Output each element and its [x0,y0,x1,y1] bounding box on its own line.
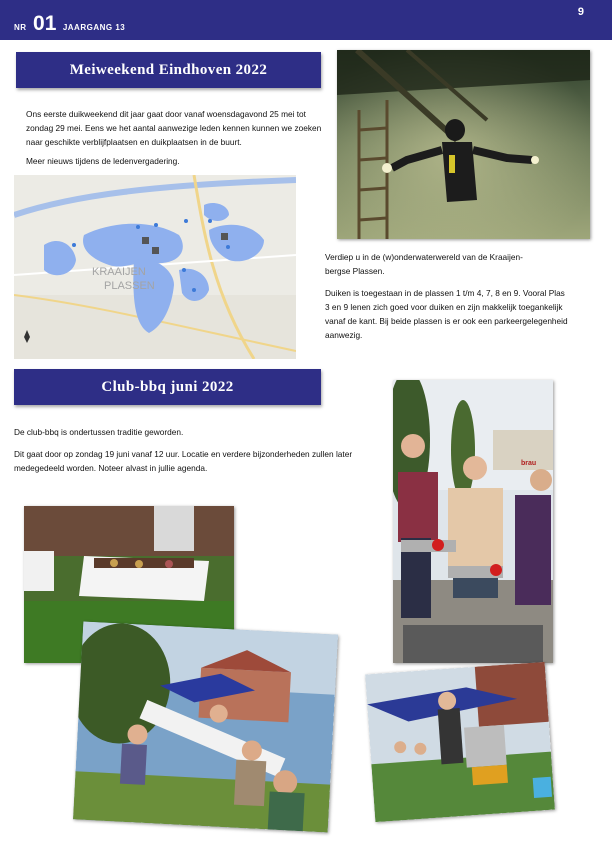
plassen-caption-line1: Verdiep u in de (w)onderwaterwereld van de Kraaijen- [325,252,523,262]
issue-number: 01 [33,12,57,35]
bbq-grill-photo [365,662,555,822]
plassen-caption [325,250,575,278]
section-title-meiweekend: Meiweekend Eindhoven 2022 [16,52,321,88]
volume-label: JAARGANG 13 [62,23,126,32]
plassen-caption-line2: bergse Plassen. [325,266,385,276]
bbq-paragraph-2: Dit gaat door op zondag 19 juni vanaf 12 uur. Locatie en verdere bijzonderheden zullen later medegedeeld worden. Noteer alvast in jullie agenda. [14,449,353,473]
meiweekend-paragraph-2: Meer nieuws tijdens de ledenvergadering. [26,156,180,166]
page-number: 9 [577,6,584,18]
bbq-paragraph: De club-bbq is ondertussen traditie geworden. [14,427,184,437]
section-title-club-bbq: Club-bbq juni 2022 [14,369,321,405]
meiweekend-paragraph: Ons eerste duikweekend dit jaar gaat door vanaf woensdagavond 25 mei tot zondag 29 mei. Eens we het aantal aanwezige leden kennen kunnen we zoeken naar geschikte verblijfplaatsen en duikplaatsen in de buurt. [26,109,322,147]
map-kraaijenbergse-plassen [14,175,296,359]
nr-label: NR [14,23,27,32]
issue-label [14,12,125,36]
map-label-line2: PLASSEN [104,280,155,292]
bbq-sign-text: brau [521,460,537,467]
bbq-hosts-photo [393,380,553,663]
header-bar [0,0,612,40]
bbq-garden-tables-photo [73,621,338,832]
diver-photo [337,50,590,239]
duiken-paragraph: Duiken is toegestaan in de plassen 1 t/m 4, 7, 8 en 9. Vooral Plas 3 en 9 lenen zich goed voor duiken en zijn makkelijk toegankelijk vanaf de kant. Bij beide plassen is er ook een parkeergelegenheid aanwezig. [325,288,568,340]
map-label-line1: KRAAIJEN [92,266,146,278]
